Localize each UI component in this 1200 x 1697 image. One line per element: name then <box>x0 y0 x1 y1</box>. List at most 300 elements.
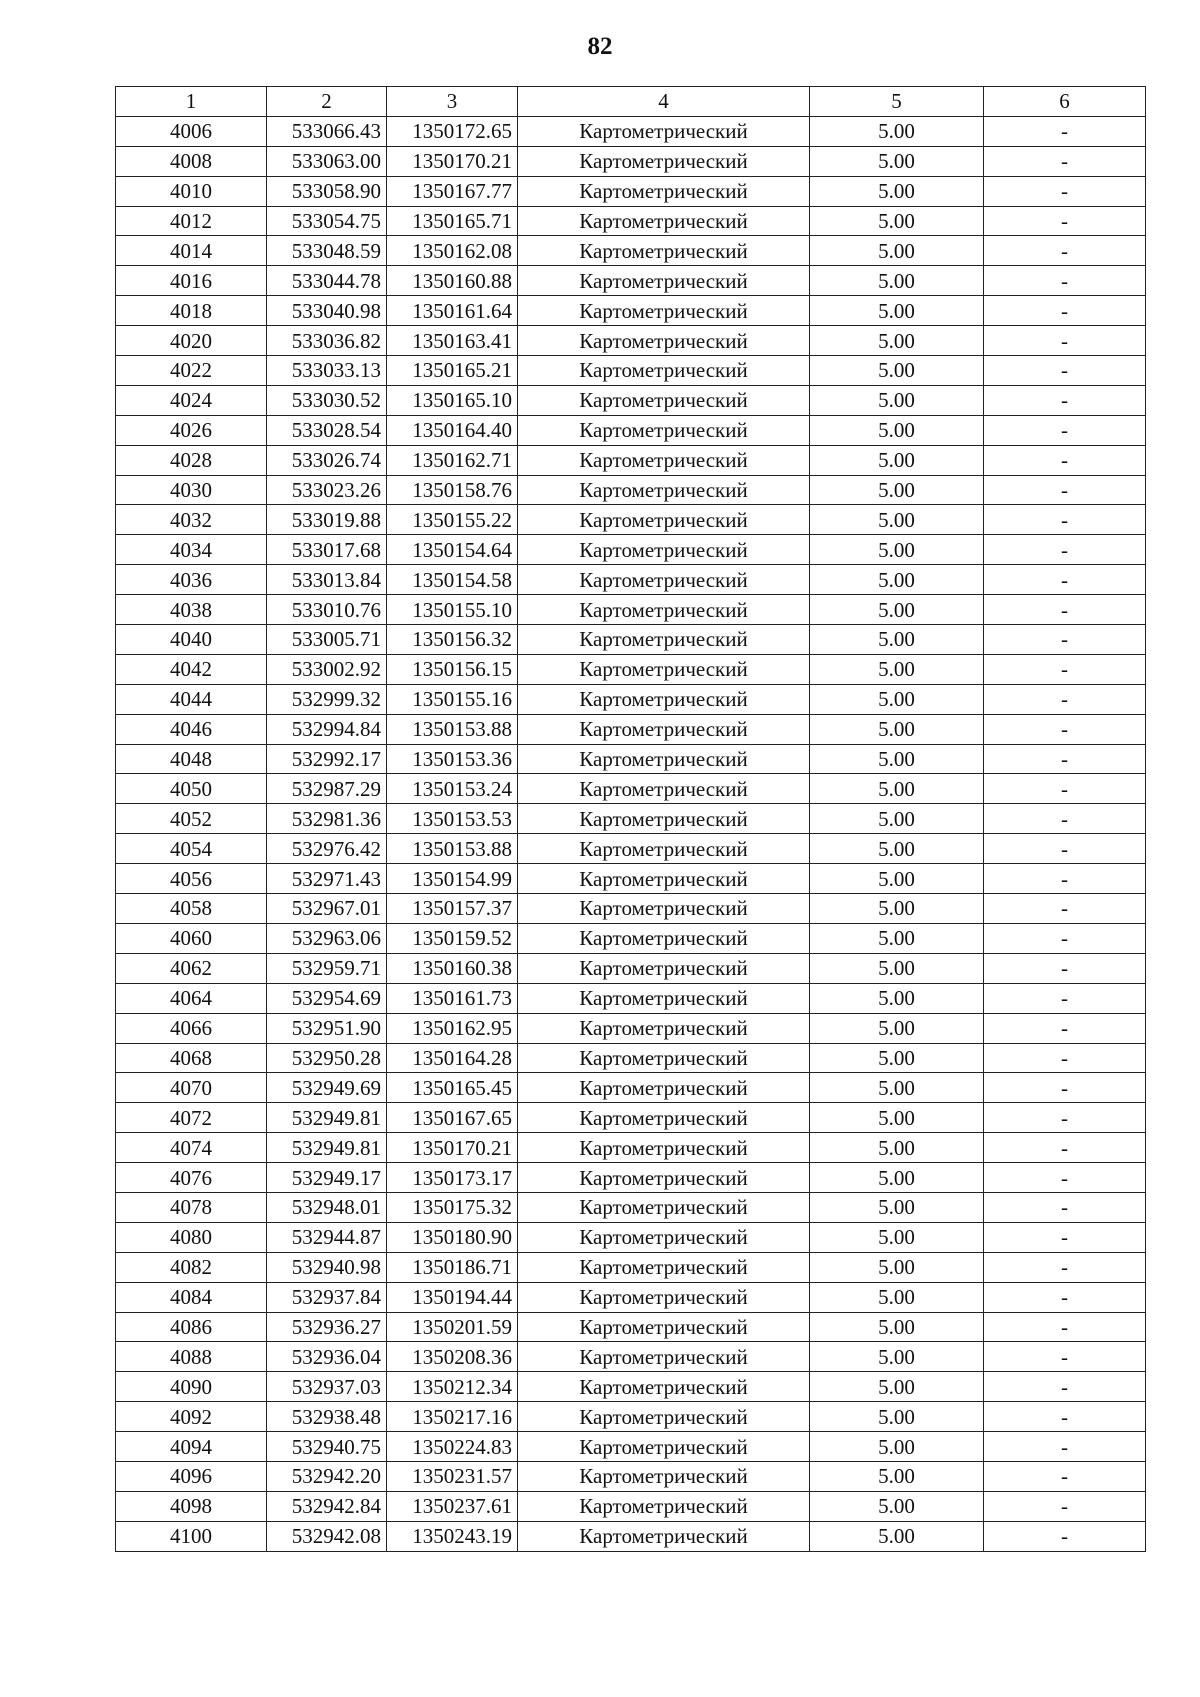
accuracy-cell: 5.00 <box>810 1073 984 1103</box>
x-coordinate-cell: 532999.32 <box>267 684 387 714</box>
method-cell: Картометрический <box>518 894 810 924</box>
y-coordinate-cell: 1350161.73 <box>387 983 518 1013</box>
method-cell: Картометрический <box>518 296 810 326</box>
table-row <box>116 684 1146 714</box>
method-cell: Картометрический <box>518 1312 810 1342</box>
x-coordinate-cell: 532954.69 <box>267 983 387 1013</box>
note-cell: - <box>984 834 1146 864</box>
table-header <box>116 87 1146 117</box>
y-coordinate-cell: 1350164.28 <box>387 1043 518 1073</box>
note-cell: - <box>984 595 1146 625</box>
point-number-cell: 4026 <box>116 415 267 445</box>
column-header-2: 2 <box>267 87 387 117</box>
point-number-cell: 4070 <box>116 1073 267 1103</box>
table-row <box>116 1432 1146 1462</box>
page-number: 82 <box>587 33 613 60</box>
x-coordinate-cell: 532940.75 <box>267 1432 387 1462</box>
method-cell: Картометрический <box>518 1342 810 1372</box>
point-number-cell: 4056 <box>116 864 267 894</box>
table-row <box>116 445 1146 475</box>
table-row <box>116 1491 1146 1521</box>
accuracy-cell: 5.00 <box>810 654 984 684</box>
accuracy-cell: 5.00 <box>810 445 984 475</box>
table-header-row <box>116 87 1146 117</box>
accuracy-cell: 5.00 <box>810 714 984 744</box>
x-coordinate-cell: 533030.52 <box>267 385 387 415</box>
accuracy-cell: 5.00 <box>810 894 984 924</box>
note-cell: - <box>984 535 1146 565</box>
accuracy-cell: 5.00 <box>810 923 984 953</box>
method-cell: Картометрический <box>518 266 810 296</box>
y-coordinate-cell: 1350154.58 <box>387 565 518 595</box>
method-cell: Картометрический <box>518 535 810 565</box>
x-coordinate-cell: 533013.84 <box>267 565 387 595</box>
method-cell: Картометрический <box>518 1192 810 1222</box>
y-coordinate-cell: 1350165.45 <box>387 1073 518 1103</box>
accuracy-cell: 5.00 <box>810 1432 984 1462</box>
method-cell: Картометрический <box>518 983 810 1013</box>
y-coordinate-cell: 1350186.71 <box>387 1252 518 1282</box>
method-cell: Картометрический <box>518 1103 810 1133</box>
point-number-cell: 4052 <box>116 804 267 834</box>
note-cell: - <box>984 356 1146 386</box>
point-number-cell: 4062 <box>116 953 267 983</box>
x-coordinate-cell: 533028.54 <box>267 415 387 445</box>
note-cell: - <box>984 1043 1146 1073</box>
y-coordinate-cell: 1350157.37 <box>387 894 518 924</box>
method-cell: Картометрический <box>518 475 810 505</box>
point-number-cell: 4030 <box>116 475 267 505</box>
x-coordinate-cell: 532944.87 <box>267 1222 387 1252</box>
table-row <box>116 1043 1146 1073</box>
accuracy-cell: 5.00 <box>810 1282 984 1312</box>
accuracy-cell: 5.00 <box>810 625 984 655</box>
x-coordinate-cell: 532992.17 <box>267 744 387 774</box>
y-coordinate-cell: 1350155.16 <box>387 684 518 714</box>
note-cell: - <box>984 654 1146 684</box>
y-coordinate-cell: 1350161.64 <box>387 296 518 326</box>
x-coordinate-cell: 533054.75 <box>267 206 387 236</box>
table-row <box>116 535 1146 565</box>
column-header-5: 5 <box>810 87 984 117</box>
note-cell: - <box>984 1461 1146 1491</box>
x-coordinate-cell: 533026.74 <box>267 445 387 475</box>
x-coordinate-cell: 532971.43 <box>267 864 387 894</box>
x-coordinate-cell: 532987.29 <box>267 774 387 804</box>
x-coordinate-cell: 532949.69 <box>267 1073 387 1103</box>
point-number-cell: 4060 <box>116 923 267 953</box>
method-cell: Картометрический <box>518 1222 810 1252</box>
table-row <box>116 983 1146 1013</box>
method-cell: Картометрический <box>518 1432 810 1462</box>
point-number-cell: 4084 <box>116 1282 267 1312</box>
y-coordinate-cell: 1350170.21 <box>387 146 518 176</box>
y-coordinate-cell: 1350153.53 <box>387 804 518 834</box>
x-coordinate-cell: 532942.08 <box>267 1521 387 1551</box>
y-coordinate-cell: 1350224.83 <box>387 1432 518 1462</box>
table-row <box>116 415 1146 445</box>
point-number-cell: 4080 <box>116 1222 267 1252</box>
x-coordinate-cell: 533063.00 <box>267 146 387 176</box>
method-cell: Картометрический <box>518 864 810 894</box>
point-number-cell: 4042 <box>116 654 267 684</box>
accuracy-cell: 5.00 <box>810 176 984 206</box>
method-cell: Картометрический <box>518 654 810 684</box>
method-cell: Картометрический <box>518 744 810 774</box>
coordinates-table <box>115 86 1146 1552</box>
y-coordinate-cell: 1350153.88 <box>387 714 518 744</box>
table-row <box>116 1192 1146 1222</box>
table-row <box>116 774 1146 804</box>
table-row <box>116 1282 1146 1312</box>
point-number-cell: 4040 <box>116 625 267 655</box>
note-cell: - <box>984 1133 1146 1163</box>
point-number-cell: 4100 <box>116 1521 267 1551</box>
accuracy-cell: 5.00 <box>810 1461 984 1491</box>
point-number-cell: 4044 <box>116 684 267 714</box>
note-cell: - <box>984 176 1146 206</box>
method-cell: Картометрический <box>518 595 810 625</box>
accuracy-cell: 5.00 <box>810 1043 984 1073</box>
accuracy-cell: 5.00 <box>810 266 984 296</box>
note-cell: - <box>984 505 1146 535</box>
method-cell: Картометрический <box>518 505 810 535</box>
x-coordinate-cell: 532976.42 <box>267 834 387 864</box>
method-cell: Картометрический <box>518 774 810 804</box>
y-coordinate-cell: 1350243.19 <box>387 1521 518 1551</box>
accuracy-cell: 5.00 <box>810 1342 984 1372</box>
y-coordinate-cell: 1350165.10 <box>387 385 518 415</box>
accuracy-cell: 5.00 <box>810 1222 984 1252</box>
accuracy-cell: 5.00 <box>810 385 984 415</box>
table-row <box>116 236 1146 266</box>
table-row <box>116 714 1146 744</box>
table-row <box>116 1013 1146 1043</box>
note-cell: - <box>984 565 1146 595</box>
x-coordinate-cell: 532951.90 <box>267 1013 387 1043</box>
method-cell: Картометрический <box>518 146 810 176</box>
note-cell: - <box>984 1342 1146 1372</box>
method-cell: Картометрический <box>518 326 810 356</box>
accuracy-cell: 5.00 <box>810 1103 984 1133</box>
accuracy-cell: 5.00 <box>810 1252 984 1282</box>
point-number-cell: 4012 <box>116 206 267 236</box>
y-coordinate-cell: 1350154.99 <box>387 864 518 894</box>
table-row <box>116 1521 1146 1551</box>
accuracy-cell: 5.00 <box>810 834 984 864</box>
accuracy-cell: 5.00 <box>810 535 984 565</box>
x-coordinate-cell: 532949.17 <box>267 1163 387 1193</box>
point-number-cell: 4020 <box>116 326 267 356</box>
x-coordinate-cell: 533005.71 <box>267 625 387 655</box>
accuracy-cell: 5.00 <box>810 505 984 535</box>
method-cell: Картометрический <box>518 116 810 146</box>
point-number-cell: 4010 <box>116 176 267 206</box>
accuracy-cell: 5.00 <box>810 475 984 505</box>
point-number-cell: 4028 <box>116 445 267 475</box>
y-coordinate-cell: 1350156.15 <box>387 654 518 684</box>
accuracy-cell: 5.00 <box>810 983 984 1013</box>
point-number-cell: 4072 <box>116 1103 267 1133</box>
table-row <box>116 356 1146 386</box>
point-number-cell: 4014 <box>116 236 267 266</box>
note-cell: - <box>984 326 1146 356</box>
note-cell: - <box>984 684 1146 714</box>
method-cell: Картометрический <box>518 1491 810 1521</box>
y-coordinate-cell: 1350217.16 <box>387 1402 518 1432</box>
accuracy-cell: 5.00 <box>810 415 984 445</box>
point-number-cell: 4006 <box>116 116 267 146</box>
method-cell: Картометрический <box>518 236 810 266</box>
x-coordinate-cell: 533044.78 <box>267 266 387 296</box>
x-coordinate-cell: 532937.84 <box>267 1282 387 1312</box>
x-coordinate-cell: 532942.84 <box>267 1491 387 1521</box>
note-cell: - <box>984 1521 1146 1551</box>
accuracy-cell: 5.00 <box>810 864 984 894</box>
point-number-cell: 4016 <box>116 266 267 296</box>
y-coordinate-cell: 1350212.34 <box>387 1372 518 1402</box>
y-coordinate-cell: 1350170.21 <box>387 1133 518 1163</box>
point-number-cell: 4076 <box>116 1163 267 1193</box>
table-row <box>116 744 1146 774</box>
table-row <box>116 923 1146 953</box>
accuracy-cell: 5.00 <box>810 116 984 146</box>
y-coordinate-cell: 1350180.90 <box>387 1222 518 1252</box>
x-coordinate-cell: 533040.98 <box>267 296 387 326</box>
method-cell: Картометрический <box>518 356 810 386</box>
table-row <box>116 1402 1146 1432</box>
method-cell: Картометрический <box>518 1043 810 1073</box>
accuracy-cell: 5.00 <box>810 146 984 176</box>
column-header-6: 6 <box>984 87 1146 117</box>
note-cell: - <box>984 445 1146 475</box>
method-cell: Картометрический <box>518 415 810 445</box>
table-row <box>116 266 1146 296</box>
table-body <box>116 116 1146 1551</box>
x-coordinate-cell: 532936.04 <box>267 1342 387 1372</box>
y-coordinate-cell: 1350237.61 <box>387 1491 518 1521</box>
table-row <box>116 116 1146 146</box>
table-row <box>116 296 1146 326</box>
method-cell: Картометрический <box>518 834 810 864</box>
y-coordinate-cell: 1350153.24 <box>387 774 518 804</box>
y-coordinate-cell: 1350165.71 <box>387 206 518 236</box>
accuracy-cell: 5.00 <box>810 236 984 266</box>
accuracy-cell: 5.00 <box>810 296 984 326</box>
table-row <box>116 1372 1146 1402</box>
point-number-cell: 4090 <box>116 1372 267 1402</box>
method-cell: Картометрический <box>518 714 810 744</box>
method-cell: Картометрический <box>518 953 810 983</box>
method-cell: Картометрический <box>518 565 810 595</box>
method-cell: Картометрический <box>518 1013 810 1043</box>
method-cell: Картометрический <box>518 1402 810 1432</box>
accuracy-cell: 5.00 <box>810 326 984 356</box>
x-coordinate-cell: 532949.81 <box>267 1103 387 1133</box>
method-cell: Картометрический <box>518 625 810 655</box>
table-row <box>116 1342 1146 1372</box>
accuracy-cell: 5.00 <box>810 1491 984 1521</box>
y-coordinate-cell: 1350201.59 <box>387 1312 518 1342</box>
point-number-cell: 4098 <box>116 1491 267 1521</box>
table-row <box>116 1073 1146 1103</box>
accuracy-cell: 5.00 <box>810 356 984 386</box>
y-coordinate-cell: 1350162.08 <box>387 236 518 266</box>
point-number-cell: 4066 <box>116 1013 267 1043</box>
y-coordinate-cell: 1350160.88 <box>387 266 518 296</box>
accuracy-cell: 5.00 <box>810 804 984 834</box>
x-coordinate-cell: 532937.03 <box>267 1372 387 1402</box>
method-cell: Картометрический <box>518 1461 810 1491</box>
method-cell: Картометрический <box>518 385 810 415</box>
table-row <box>116 894 1146 924</box>
note-cell: - <box>984 1312 1146 1342</box>
x-coordinate-cell: 532940.98 <box>267 1252 387 1282</box>
y-coordinate-cell: 1350158.76 <box>387 475 518 505</box>
table-row <box>116 834 1146 864</box>
point-number-cell: 4036 <box>116 565 267 595</box>
x-coordinate-cell: 532963.06 <box>267 923 387 953</box>
note-cell: - <box>984 804 1146 834</box>
x-coordinate-cell: 532959.71 <box>267 953 387 983</box>
method-cell: Картометрический <box>518 923 810 953</box>
point-number-cell: 4018 <box>116 296 267 326</box>
note-cell: - <box>984 1372 1146 1402</box>
note-cell: - <box>984 1013 1146 1043</box>
y-coordinate-cell: 1350156.32 <box>387 625 518 655</box>
point-number-cell: 4096 <box>116 1461 267 1491</box>
note-cell: - <box>984 1282 1146 1312</box>
y-coordinate-cell: 1350194.44 <box>387 1282 518 1312</box>
table-row <box>116 1312 1146 1342</box>
table-row <box>116 804 1146 834</box>
note-cell: - <box>984 1163 1146 1193</box>
x-coordinate-cell: 533017.68 <box>267 535 387 565</box>
point-number-cell: 4050 <box>116 774 267 804</box>
point-number-cell: 4038 <box>116 595 267 625</box>
note-cell: - <box>984 923 1146 953</box>
method-cell: Картометрический <box>518 206 810 236</box>
x-coordinate-cell: 533066.43 <box>267 116 387 146</box>
method-cell: Картометрический <box>518 1073 810 1103</box>
x-coordinate-cell: 532950.28 <box>267 1043 387 1073</box>
method-cell: Картометрический <box>518 804 810 834</box>
note-cell: - <box>984 236 1146 266</box>
note-cell: - <box>984 953 1146 983</box>
accuracy-cell: 5.00 <box>810 1521 984 1551</box>
accuracy-cell: 5.00 <box>810 1402 984 1432</box>
x-coordinate-cell: 533023.26 <box>267 475 387 505</box>
note-cell: - <box>984 206 1146 236</box>
table-row <box>116 654 1146 684</box>
note-cell: - <box>984 714 1146 744</box>
y-coordinate-cell: 1350175.32 <box>387 1192 518 1222</box>
note-cell: - <box>984 415 1146 445</box>
y-coordinate-cell: 1350167.77 <box>387 176 518 206</box>
point-number-cell: 4048 <box>116 744 267 774</box>
accuracy-cell: 5.00 <box>810 1013 984 1043</box>
y-coordinate-cell: 1350153.36 <box>387 744 518 774</box>
y-coordinate-cell: 1350153.88 <box>387 834 518 864</box>
table-row <box>116 864 1146 894</box>
table-row <box>116 953 1146 983</box>
y-coordinate-cell: 1350173.17 <box>387 1163 518 1193</box>
accuracy-cell: 5.00 <box>810 1372 984 1402</box>
point-number-cell: 4058 <box>116 894 267 924</box>
y-coordinate-cell: 1350165.21 <box>387 356 518 386</box>
accuracy-cell: 5.00 <box>810 1163 984 1193</box>
column-header-4: 4 <box>518 87 810 117</box>
table-row <box>116 1163 1146 1193</box>
note-cell: - <box>984 296 1146 326</box>
note-cell: - <box>984 1402 1146 1432</box>
point-number-cell: 4094 <box>116 1432 267 1462</box>
x-coordinate-cell: 532942.20 <box>267 1461 387 1491</box>
point-number-cell: 4086 <box>116 1312 267 1342</box>
point-number-cell: 4008 <box>116 146 267 176</box>
x-coordinate-cell: 532938.48 <box>267 1402 387 1432</box>
point-number-cell: 4054 <box>116 834 267 864</box>
x-coordinate-cell: 533036.82 <box>267 326 387 356</box>
accuracy-cell: 5.00 <box>810 565 984 595</box>
x-coordinate-cell: 533033.13 <box>267 356 387 386</box>
accuracy-cell: 5.00 <box>810 1192 984 1222</box>
method-cell: Картометрический <box>518 1372 810 1402</box>
x-coordinate-cell: 533058.90 <box>267 176 387 206</box>
method-cell: Картометрический <box>518 176 810 206</box>
table-row <box>116 595 1146 625</box>
method-cell: Картометрический <box>518 445 810 475</box>
table-row <box>116 326 1146 356</box>
note-cell: - <box>984 475 1146 505</box>
method-cell: Картометрический <box>518 1282 810 1312</box>
accuracy-cell: 5.00 <box>810 1133 984 1163</box>
table-row <box>116 1252 1146 1282</box>
table-row <box>116 475 1146 505</box>
y-coordinate-cell: 1350167.65 <box>387 1103 518 1133</box>
point-number-cell: 4034 <box>116 535 267 565</box>
y-coordinate-cell: 1350155.10 <box>387 595 518 625</box>
x-coordinate-cell: 533019.88 <box>267 505 387 535</box>
point-number-cell: 4078 <box>116 1192 267 1222</box>
x-coordinate-cell: 533048.59 <box>267 236 387 266</box>
method-cell: Картометрический <box>518 1163 810 1193</box>
table-row <box>116 565 1146 595</box>
x-coordinate-cell: 532967.01 <box>267 894 387 924</box>
note-cell: - <box>984 864 1146 894</box>
y-coordinate-cell: 1350208.36 <box>387 1342 518 1372</box>
x-coordinate-cell: 532981.36 <box>267 804 387 834</box>
x-coordinate-cell: 533002.92 <box>267 654 387 684</box>
y-coordinate-cell: 1350155.22 <box>387 505 518 535</box>
y-coordinate-cell: 1350164.40 <box>387 415 518 445</box>
table-row <box>116 625 1146 655</box>
x-coordinate-cell: 532949.81 <box>267 1133 387 1163</box>
table-row <box>116 1461 1146 1491</box>
table-row <box>116 1222 1146 1252</box>
note-cell: - <box>984 1252 1146 1282</box>
note-cell: - <box>984 625 1146 655</box>
method-cell: Картометрический <box>518 684 810 714</box>
note-cell: - <box>984 1432 1146 1462</box>
point-number-cell: 4082 <box>116 1252 267 1282</box>
point-number-cell: 4092 <box>116 1402 267 1432</box>
x-coordinate-cell: 532994.84 <box>267 714 387 744</box>
y-coordinate-cell: 1350172.65 <box>387 116 518 146</box>
note-cell: - <box>984 894 1146 924</box>
point-number-cell: 4088 <box>116 1342 267 1372</box>
method-cell: Картометрический <box>518 1252 810 1282</box>
